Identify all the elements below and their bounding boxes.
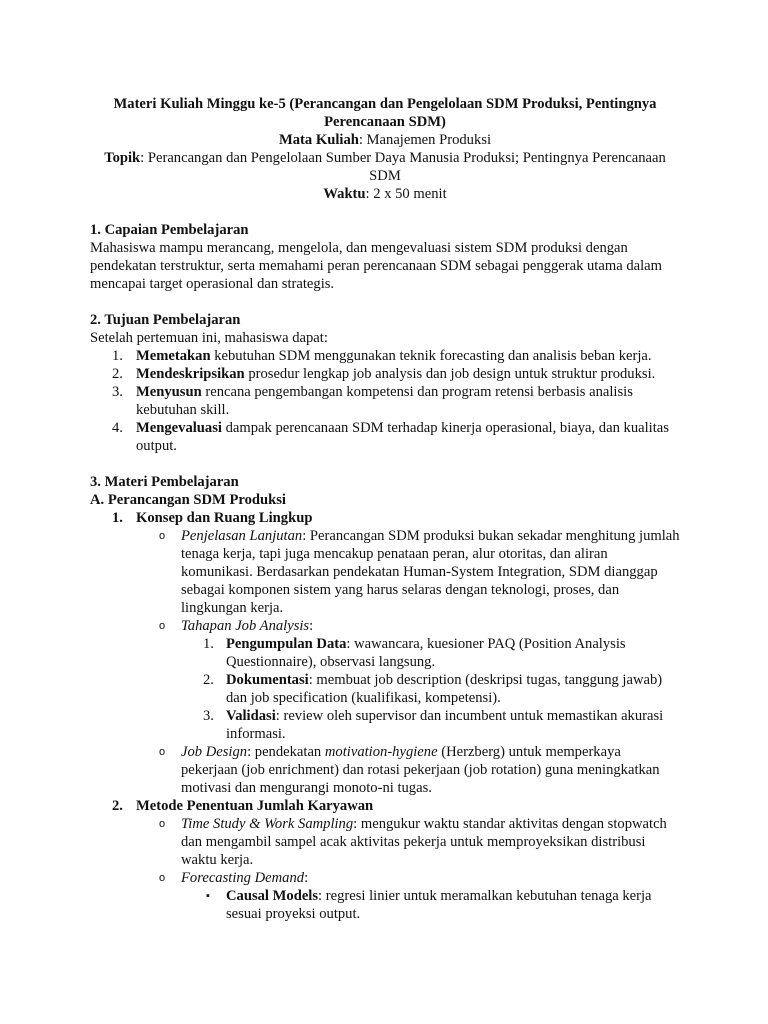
section2-intro: Setelah pertemuan ini, mahasiswa dapat:: [90, 330, 328, 346]
step-text: : review oleh supervisor dan incumbent untuk memastikan akurasi informasi.: [226, 708, 664, 742]
topic-label: Topik: [104, 150, 141, 166]
objective-number: 3.: [112, 384, 123, 400]
objective-number: 1.: [112, 348, 123, 364]
course-label: Mata Kuliah: [278, 132, 359, 148]
objective-number: 4.: [112, 420, 123, 436]
time-label: Waktu: [323, 186, 366, 202]
circle-bullet-icon: o: [159, 872, 166, 884]
bullet-label: Penjelasan Lanjutan: [181, 528, 303, 544]
circle-bullet-icon: o: [159, 620, 166, 632]
step-number: 2.: [203, 672, 214, 688]
bullet-italic-term: motivation-hygiene: [324, 744, 438, 760]
step-item: [90, 707, 680, 743]
topic-number: 1.: [112, 510, 123, 526]
section1-heading: 1. Capaian Pembelajaran: [90, 222, 249, 238]
time-line: [90, 185, 680, 203]
objective-text: rencana pengembangan kompetensi dan program retensi berbasis analisis kebutuhan skill.: [136, 384, 633, 418]
topic-heading: [90, 797, 680, 815]
step-label: Validasi: [226, 708, 276, 724]
bullet-text: : mengukur waktu standar aktivitas dengan stopwatch dan mengambil sampel acak aktivitas pekerja untuk memproyeksikan distribusi waktu kerja.: [181, 816, 667, 868]
step-label: Pengumpulan Data: [226, 636, 347, 652]
step-number: 1.: [203, 636, 214, 652]
bullet-item: [90, 743, 680, 797]
topic-heading: [90, 509, 680, 527]
time-value: : 2 x 50 menit: [365, 186, 447, 202]
document-page: [90, 95, 680, 923]
step-item: [90, 671, 680, 707]
objective-verb: Mengevaluasi: [136, 420, 222, 436]
objective-text: dampak perencanaan SDM terhadap kinerja operasional, biaya, dan kualitas output.: [136, 420, 669, 454]
document-title: Materi Kuliah Minggu ke-5 (Perancangan dan Pengelolaan SDM Produksi, Pentingnya Perencanaan SDM): [113, 96, 657, 130]
topic-title: Konsep dan Ruang Lingkup: [136, 510, 313, 526]
bullet-text: (Herzberg) untuk memperkaya pekerjaan (job enrichment) dan rotasi pekerjaan (job rotation) guna meningkatkan motivasi dan mengurangi monoto-ni tugas.: [181, 744, 660, 796]
objective-number: 2.: [112, 366, 123, 382]
objective-text: kebutuhan SDM menggunakan teknik forecasting dan analisis beban kerja.: [210, 348, 652, 364]
bullet-label: Job Design: [181, 744, 248, 760]
bullet-item: [90, 869, 680, 887]
objective-item: [90, 347, 680, 365]
objective-item: [90, 419, 680, 455]
objective-text: prosedur lengkap job analysis dan job design untuk struktur produksi.: [244, 366, 656, 382]
topic-title: Metode Penentuan Jumlah Karyawan: [136, 798, 374, 814]
step-label: Dokumentasi: [226, 672, 309, 688]
bullet-text: : pendekatan: [247, 744, 325, 760]
bullet-text: : Perancangan SDM produksi bukan sekadar menghitung jumlah tenaga kerja, tapi juga mencakup penataan peran, alur otoritas, dan aliran komunikasi. Berdasarkan pendekatan Human-System Integration, SDM dianggap sebagai komponen sistem yang harus selaras dengan teknologi, proses, dan lingkungan kerja.: [181, 528, 680, 616]
objective-item: [90, 383, 680, 419]
step-text: : membuat job description (deskripsi tugas, tanggung jawab) dan job specification (kualifikasi, kompetensi).: [226, 672, 663, 706]
bullet-text: :: [304, 870, 309, 886]
step-text: : wawancara, kuesioner PAQ (Position Analysis Questionnaire), observasi langsung.: [226, 636, 626, 670]
topic-number: 2.: [112, 798, 123, 814]
course-line: [90, 131, 680, 149]
section2-heading: 2. Tujuan Pembelajaran: [90, 312, 241, 328]
bullet-label: Time Study & Work Sampling: [181, 816, 354, 832]
topic-line: [90, 149, 680, 185]
step-item: [90, 635, 680, 671]
bullet-item: [90, 527, 680, 617]
bullet-item: [90, 617, 680, 635]
topic-value: : Perancangan dan Pengelolaan Sumber Daya Manusia Produksi; Pentingnya Perencanaan SDM: [140, 150, 666, 184]
bullet-text: :: [309, 618, 314, 634]
circle-bullet-icon: o: [159, 530, 166, 542]
course-value: : Manajemen Produksi: [358, 132, 491, 148]
objective-verb: Memetakan: [136, 348, 211, 364]
section1-body: Mahasiswa mampu merancang, mengelola, dan mengevaluasi sistem SDM produksi dengan pendekatan terstruktur, serta memahami peran perencanaan SDM sebagai penggerak utama dalam mencapai target operasional dan strategis.: [90, 240, 662, 292]
objective-verb: Mendeskripsikan: [136, 366, 245, 382]
sub-bullet-item: [90, 887, 680, 923]
section3-heading: 3. Materi Pembelajaran: [90, 474, 239, 490]
sub-bullet-label: Causal Models: [226, 888, 319, 904]
objective-verb: Menyusun: [136, 384, 202, 400]
sub-bullet-text: : regresi linier untuk meramalkan kebutuhan tenaga kerja sesuai proyeksi output.: [226, 888, 652, 922]
bullet-item: [90, 815, 680, 869]
circle-bullet-icon: o: [159, 746, 166, 758]
circle-bullet-icon: o: [159, 818, 166, 830]
step-number: 3.: [203, 708, 214, 724]
bullet-label: Forecasting Demand: [181, 870, 305, 886]
bullet-label: Tahapan Job Analysis: [181, 618, 310, 634]
square-bullet-icon: ▪: [206, 890, 210, 902]
subsection-a-heading: A. Perancangan SDM Produksi: [90, 492, 286, 508]
objective-item: [90, 365, 680, 383]
